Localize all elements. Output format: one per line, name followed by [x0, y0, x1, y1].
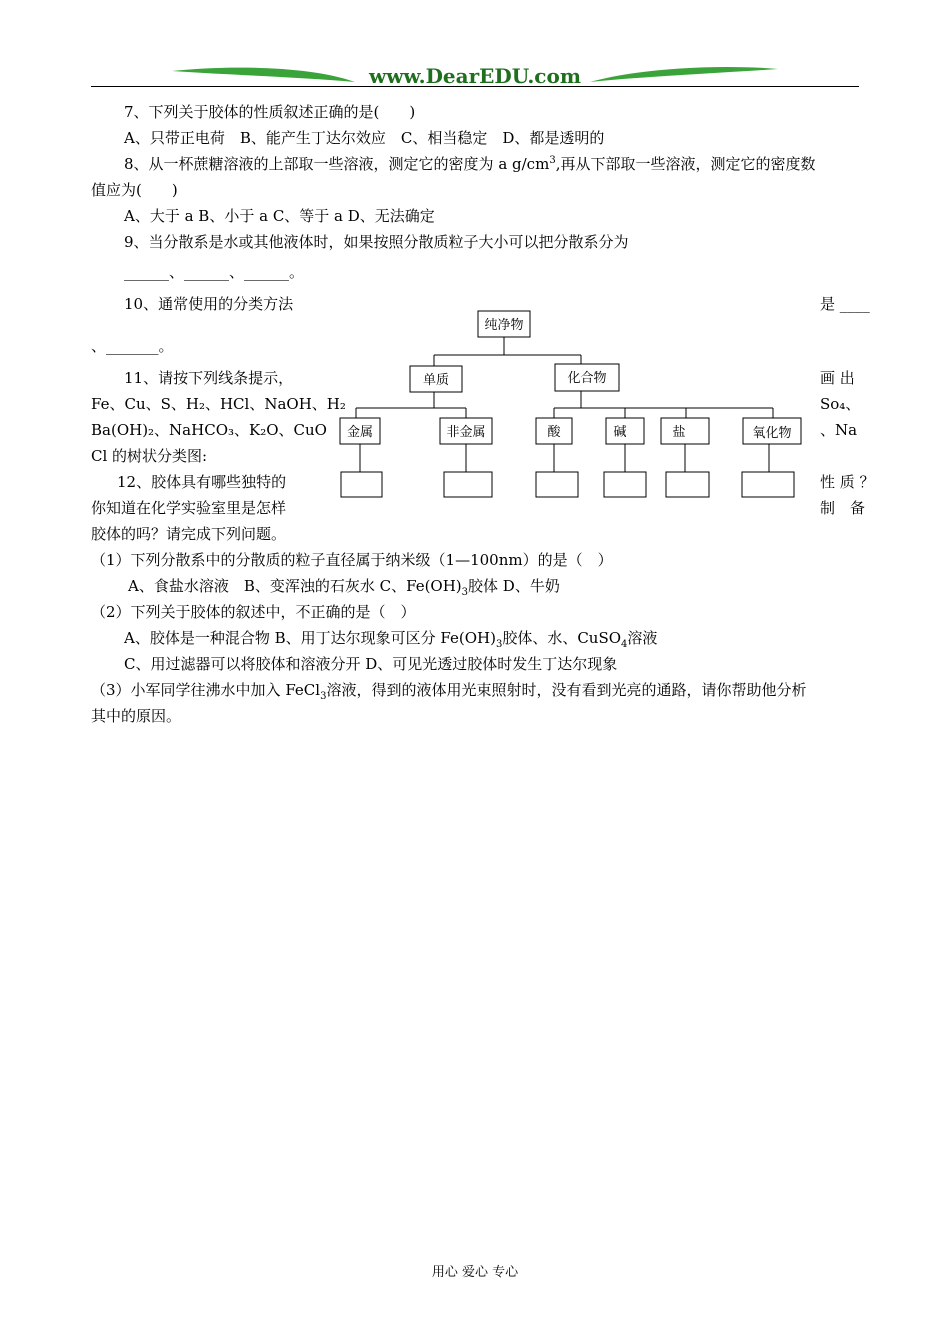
- q12-part3-line1: （3）小军同学往沸水中加入 FeCl$_3$溶液，得到的液体用光束照射时，没有看到光亮的通路，请你帮助他分析: [91, 681, 807, 702]
- tree-level2-label: 碱: [613, 425, 627, 440]
- tree-level2-label: 非金属: [446, 425, 486, 440]
- tree-root-label: 纯净物: [484, 318, 524, 333]
- q12-part3-line2: 其中的原因。: [91, 707, 182, 725]
- q8-line2: 值应为( ): [91, 181, 178, 199]
- q12-part1-stem: （1）下列分散系中的分散质的粒子直径属于纳米级（1—100nm）的是（ ）: [91, 551, 613, 569]
- q12-part2-line2: C、用过滤器可以将胶体和溶液分开 D、可见光透过胶体时发生丁达尔现象: [124, 655, 618, 673]
- q11-line3-right: 、Na: [820, 421, 858, 439]
- q7-stem: 7、下列关于胶体的性质叙述正确的是( ): [124, 103, 416, 121]
- q12-line2-right: 制 备: [820, 499, 866, 517]
- tree-answer-box: [604, 472, 646, 497]
- tree-level2-label: 酸: [547, 425, 561, 440]
- q12-line1-left: 12、胶体具有哪些独特的: [117, 473, 287, 491]
- tree-answer-box: [444, 472, 492, 497]
- logo-right-swoosh: [590, 67, 778, 82]
- q12-part2-line1: A、胶体是一种混合物 B、用丁达尔现象可区分 $Fe(OH)_3$胶体、水、CuSO$_4$溶液: [124, 629, 658, 650]
- q10-line2: 、_______。: [91, 337, 174, 355]
- tree-level2-label: 金属: [346, 425, 374, 440]
- page-footer: 用心 爱心 专心: [431, 1265, 519, 1280]
- tree-level2-label: 盐: [672, 425, 686, 440]
- q12-line3: 胶体的吗？请完成下列问题。: [91, 525, 287, 543]
- q11-line1-right: 画 出: [820, 369, 855, 387]
- header-rule: [91, 86, 859, 87]
- q11-line1-left: 11、请按下列线条提示，: [124, 369, 294, 387]
- classification-tree-diagram: [336, 306, 806, 502]
- q8-line1: 8、从一杯蔗糖溶液的上部取一些溶液，测定它的密度为 a $g/cm^3$,再从下部取一些溶液，测定它的密度数: [124, 155, 816, 173]
- dearedu-logo: [170, 62, 780, 88]
- q10-left: 10、通常使用的分类方法: [124, 295, 294, 313]
- q12-line1-right: 性 质 ？: [820, 473, 875, 491]
- tree-answer-box: [666, 472, 709, 497]
- logo-left-swoosh: [172, 68, 355, 82]
- q12-part1-options: A、食盐水溶液 B、变浑浊的石灰水 C、$Fe(OH)_3$胶体 D、牛奶: [128, 577, 560, 598]
- tree-answer-box: [536, 472, 578, 497]
- q11-line2-left: Fe、Cu、S、H₂、HCl、NaOH、H₂: [91, 395, 346, 413]
- q9-stem: 9、当分散系是水或其他液体时，如果按照分散质粒子大小可以把分散系分为: [124, 233, 629, 251]
- q8-options: A、大于 a B、小于 a C、等于 a D、无法确定: [124, 207, 435, 225]
- q12-line2-left: 你知道在化学实验室里是怎样: [91, 499, 287, 517]
- tree-level2-label: 氧化物: [752, 426, 792, 441]
- q9-blanks: ______、______、______。: [124, 263, 305, 281]
- q12-part2-stem: （2）下列关于胶体的叙述中，不正确的是（ ）: [91, 603, 416, 621]
- q11-line2-right: So₄、: [820, 395, 861, 413]
- logo-text: www.DearEDU.com: [368, 64, 582, 88]
- q11-line3-left: Ba(OH)₂、NaHCO₃、K₂O、CuO: [91, 421, 327, 439]
- q11-line4: Cl 的树状分类图:: [91, 447, 208, 465]
- q7-options: A、只带正电荷 B、能产生丁达尔效应 C、相当稳定 D、都是透明的: [124, 129, 605, 147]
- tree-answer-box: [742, 472, 794, 497]
- q10-right: 是 ____: [820, 295, 870, 313]
- tree-level1-label: 化合物: [567, 371, 607, 386]
- tree-answer-box: [341, 472, 382, 497]
- tree-level1-label: 单质: [422, 373, 450, 388]
